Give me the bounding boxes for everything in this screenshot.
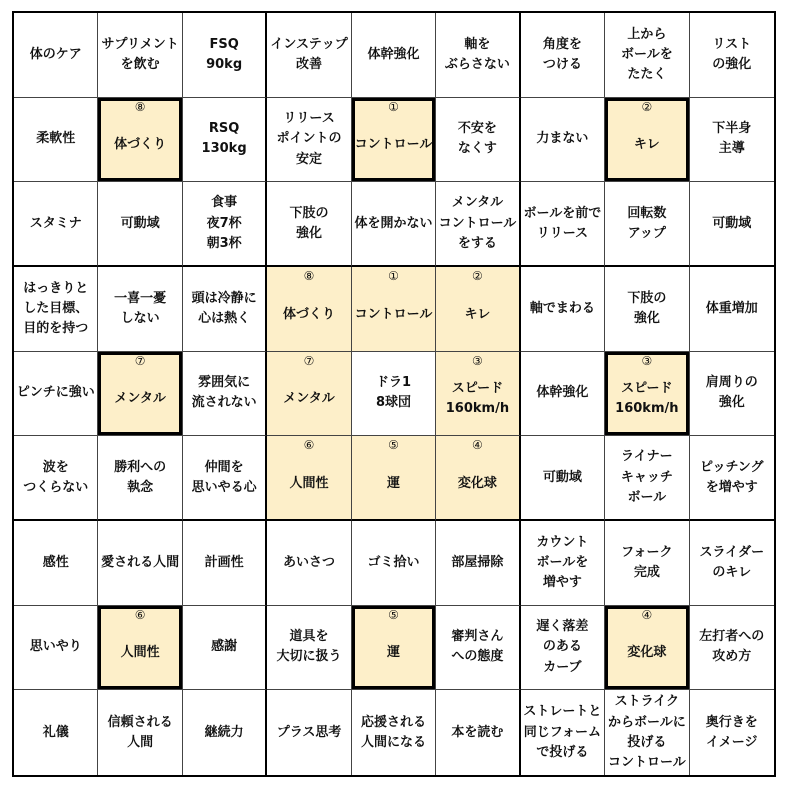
cell-number: ⑤ bbox=[388, 438, 399, 453]
cell-text: 体幹強化 bbox=[367, 46, 420, 62]
grid-cell bbox=[14, 521, 98, 606]
grid-cell bbox=[605, 521, 689, 606]
cell-text: 軸を ぶらさない bbox=[444, 36, 510, 72]
grid-cell bbox=[183, 13, 267, 98]
cell-text: 感性 bbox=[42, 554, 69, 570]
grid-cell bbox=[521, 182, 605, 267]
grid-cell bbox=[98, 182, 182, 267]
cell-text: 可動域 bbox=[120, 215, 160, 231]
grid-cell bbox=[436, 436, 520, 521]
cell-text: ゴミ拾い bbox=[367, 554, 420, 570]
mandala-chart-grid bbox=[12, 11, 776, 777]
grid-cell bbox=[14, 606, 98, 691]
grid-cell bbox=[352, 606, 436, 691]
grid-cell bbox=[690, 436, 774, 521]
grid-cell bbox=[690, 690, 774, 775]
cell-text: 感謝 bbox=[211, 639, 238, 655]
grid-cell bbox=[521, 267, 605, 352]
cell-text: 下肢の 強化 bbox=[289, 205, 329, 241]
grid-cell bbox=[14, 13, 98, 98]
grid-cell bbox=[98, 606, 182, 691]
cell-text: 人間性 bbox=[289, 475, 329, 491]
cell-text: FSQ 90kg bbox=[206, 36, 243, 72]
grid-cell bbox=[690, 267, 774, 352]
cell-text: 信頼される 人間 bbox=[107, 714, 173, 750]
cell-number: ① bbox=[388, 99, 399, 114]
cell-text: フォーク 完成 bbox=[621, 544, 673, 580]
cell-text: 回転数 アップ bbox=[627, 205, 667, 241]
grid-cell bbox=[183, 98, 267, 183]
grid-cell bbox=[436, 182, 520, 267]
cell-text: 軸でまわる bbox=[529, 300, 595, 316]
grid-cell bbox=[605, 98, 689, 183]
grid-cell bbox=[267, 98, 351, 183]
cell-text: 波を つくらない bbox=[23, 459, 89, 495]
cell-text: ピッチング を増やす bbox=[699, 459, 764, 495]
cell-text: 勝利への 執念 bbox=[114, 459, 167, 495]
grid-cell bbox=[352, 690, 436, 775]
cell-text: スタミナ bbox=[29, 215, 82, 231]
grid-cell bbox=[690, 352, 774, 437]
grid-cell bbox=[98, 352, 182, 437]
cell-text: スピード 160km/h bbox=[615, 381, 679, 417]
grid-cell bbox=[436, 98, 520, 183]
grid-cell bbox=[98, 98, 182, 183]
grid-cell bbox=[352, 182, 436, 267]
grid-cell bbox=[98, 13, 182, 98]
cell-text: あいさつ bbox=[283, 554, 336, 570]
grid-cell bbox=[183, 606, 267, 691]
cell-text: 可動域 bbox=[542, 469, 582, 485]
cell-text: 部屋掃除 bbox=[451, 554, 504, 570]
grid-cell bbox=[436, 13, 520, 98]
cell-text: 体のケア bbox=[29, 46, 82, 62]
grid-cell bbox=[267, 352, 351, 437]
grid-cell bbox=[352, 352, 436, 437]
grid-cell bbox=[436, 606, 520, 691]
cell-text: 道具を 大切に扱う bbox=[276, 629, 342, 665]
cell-text: 力まない bbox=[536, 131, 589, 147]
grid-cell bbox=[352, 13, 436, 98]
cell-text: 運 bbox=[386, 475, 400, 491]
cell-text: 体重増加 bbox=[705, 300, 758, 316]
cell-text: 体を開かない bbox=[354, 215, 433, 231]
grid-cell bbox=[436, 690, 520, 775]
cell-text: カウント ボールを 増やす bbox=[536, 534, 589, 590]
grid-cell bbox=[183, 352, 267, 437]
grid-cell bbox=[267, 267, 351, 352]
grid-cell bbox=[267, 436, 351, 521]
cell-text: コントロール bbox=[354, 137, 433, 153]
grid-cell bbox=[352, 521, 436, 606]
cell-text: コントロール bbox=[354, 306, 433, 322]
cell-text: サプリメント を飲む bbox=[101, 36, 179, 72]
grid-cell bbox=[267, 690, 351, 775]
grid-cell bbox=[521, 13, 605, 98]
cell-text: 計画性 bbox=[204, 554, 244, 570]
grid-cell bbox=[98, 690, 182, 775]
cell-text: 下半身 主導 bbox=[712, 121, 752, 157]
cell-number: ③ bbox=[472, 353, 483, 368]
cell-text: 変化球 bbox=[457, 475, 497, 491]
cell-text: 左打者への 攻め方 bbox=[699, 629, 765, 665]
grid-cell bbox=[521, 690, 605, 775]
cell-text: ライナー キャッチ ボール bbox=[620, 449, 673, 505]
grid-cell bbox=[267, 13, 351, 98]
grid-cell bbox=[690, 521, 774, 606]
cell-text: インステップ 改善 bbox=[270, 36, 348, 72]
cell-text: リスト の強化 bbox=[712, 36, 752, 72]
grid-cell bbox=[14, 436, 98, 521]
grid-cell bbox=[14, 182, 98, 267]
cell-text: 肩周りの 強化 bbox=[705, 375, 758, 411]
grid-cell bbox=[352, 267, 436, 352]
cell-text: ストライク からボールに 投げる コントロール bbox=[607, 694, 686, 770]
cell-text: はっきりと した目標、 目的を持つ bbox=[23, 280, 89, 336]
cell-text: 礼儀 bbox=[42, 724, 69, 740]
cell-text: 思いやり bbox=[29, 639, 82, 655]
grid-cell bbox=[436, 267, 520, 352]
cell-text: 変化球 bbox=[627, 645, 667, 661]
cell-number: ⑤ bbox=[388, 607, 399, 622]
cell-text: ドラ1 8球団 bbox=[375, 375, 412, 411]
grid-cell bbox=[14, 352, 98, 437]
cell-text: 継続力 bbox=[204, 724, 244, 740]
grid-cell bbox=[690, 98, 774, 183]
grid-cell bbox=[521, 352, 605, 437]
cell-text: 奥行きを イメージ bbox=[705, 714, 758, 750]
grid-cell bbox=[436, 352, 520, 437]
grid-cell bbox=[521, 606, 605, 691]
cell-text: 不安を なくす bbox=[457, 121, 497, 157]
cell-text: 角度を つける bbox=[542, 36, 582, 72]
cell-text: 一喜一憂 しない bbox=[114, 290, 167, 326]
grid-cell bbox=[267, 521, 351, 606]
cell-text: プラス思考 bbox=[276, 724, 342, 740]
cell-text: 雰囲気に 流されない bbox=[191, 375, 257, 411]
cell-number: ④ bbox=[641, 607, 653, 622]
cell-number: ② bbox=[472, 268, 483, 283]
cell-text: 遅く落差 のある カーブ bbox=[536, 619, 589, 675]
cell-text: 体幹強化 bbox=[536, 385, 589, 401]
grid-cell bbox=[521, 521, 605, 606]
grid-cell bbox=[605, 267, 689, 352]
cell-text: 下肢の 強化 bbox=[627, 290, 667, 326]
grid-cell bbox=[14, 690, 98, 775]
grid-cell bbox=[98, 521, 182, 606]
cell-number: ② bbox=[641, 99, 653, 114]
cell-text: 上から ボールを たたく bbox=[620, 26, 673, 82]
cell-text: 頭は冷静に 心は熱く bbox=[191, 290, 257, 326]
grid-cell bbox=[98, 267, 182, 352]
cell-text: ピンチに強い bbox=[16, 385, 95, 401]
cell-text: キレ bbox=[633, 137, 660, 153]
cell-number: ⑦ bbox=[134, 353, 146, 368]
grid-cell bbox=[605, 182, 689, 267]
grid-cell bbox=[521, 436, 605, 521]
cell-text: メンタル bbox=[283, 391, 335, 407]
cell-text: 愛される人間 bbox=[101, 554, 180, 570]
cell-text: 審判さん への態度 bbox=[451, 629, 504, 665]
cell-text: キレ bbox=[464, 306, 491, 322]
grid-cell bbox=[436, 521, 520, 606]
cell-text: 仲間を 思いやる心 bbox=[191, 459, 257, 495]
grid-cell bbox=[98, 436, 182, 521]
cell-text: 体づくり bbox=[283, 306, 336, 322]
cell-number: ⑦ bbox=[303, 353, 315, 368]
cell-number: ⑧ bbox=[134, 99, 146, 114]
cell-text: スピード 160km/h bbox=[445, 381, 510, 417]
grid-cell bbox=[183, 521, 267, 606]
grid-cell bbox=[352, 98, 436, 183]
cell-text: 運 bbox=[386, 645, 400, 661]
cell-text: 人間性 bbox=[120, 645, 160, 661]
grid-cell bbox=[267, 182, 351, 267]
cell-text: 食事 夜7杯 朝3杯 bbox=[206, 195, 242, 251]
cell-text: スライダー のキレ bbox=[699, 544, 765, 580]
cell-text: 本を読む bbox=[451, 724, 504, 740]
cell-text: RSQ 130kg bbox=[201, 121, 247, 157]
cell-number: ④ bbox=[472, 438, 483, 453]
grid-cell bbox=[352, 436, 436, 521]
grid-cell bbox=[690, 13, 774, 98]
cell-text: 柔軟性 bbox=[36, 131, 76, 147]
cell-number: ⑧ bbox=[303, 268, 315, 283]
grid-cell bbox=[605, 436, 689, 521]
grid-cell bbox=[183, 267, 267, 352]
cell-number: ① bbox=[388, 268, 399, 283]
grid-cell bbox=[183, 690, 267, 775]
cell-text: メンタル bbox=[114, 391, 166, 407]
grid-cell bbox=[605, 352, 689, 437]
cell-text: メンタル コントロール をする bbox=[438, 195, 517, 251]
grid-cell bbox=[605, 606, 689, 691]
grid-cell bbox=[267, 606, 351, 691]
grid-cell bbox=[521, 98, 605, 183]
grid-cell bbox=[690, 182, 774, 267]
grid-cell bbox=[690, 606, 774, 691]
cell-text: 応援される 人間になる bbox=[360, 714, 426, 750]
cell-text: ボールを前で リリース bbox=[523, 205, 602, 241]
grid-cell bbox=[605, 13, 689, 98]
cell-number: ③ bbox=[641, 353, 653, 368]
cell-text: 体づくり bbox=[114, 137, 167, 153]
grid-cell bbox=[605, 690, 689, 775]
cell-text: リリース ポイントの 安定 bbox=[276, 111, 342, 167]
cell-text: ストレートと 同じフォーム で投げる bbox=[523, 704, 602, 760]
grid-cell bbox=[14, 267, 98, 352]
cell-number: ⑥ bbox=[134, 607, 146, 622]
cell-number: ⑥ bbox=[303, 438, 315, 453]
grid-cell bbox=[183, 436, 267, 521]
grid-cell bbox=[183, 182, 267, 267]
grid-cell bbox=[14, 98, 98, 183]
cell-text: 可動域 bbox=[712, 215, 752, 231]
